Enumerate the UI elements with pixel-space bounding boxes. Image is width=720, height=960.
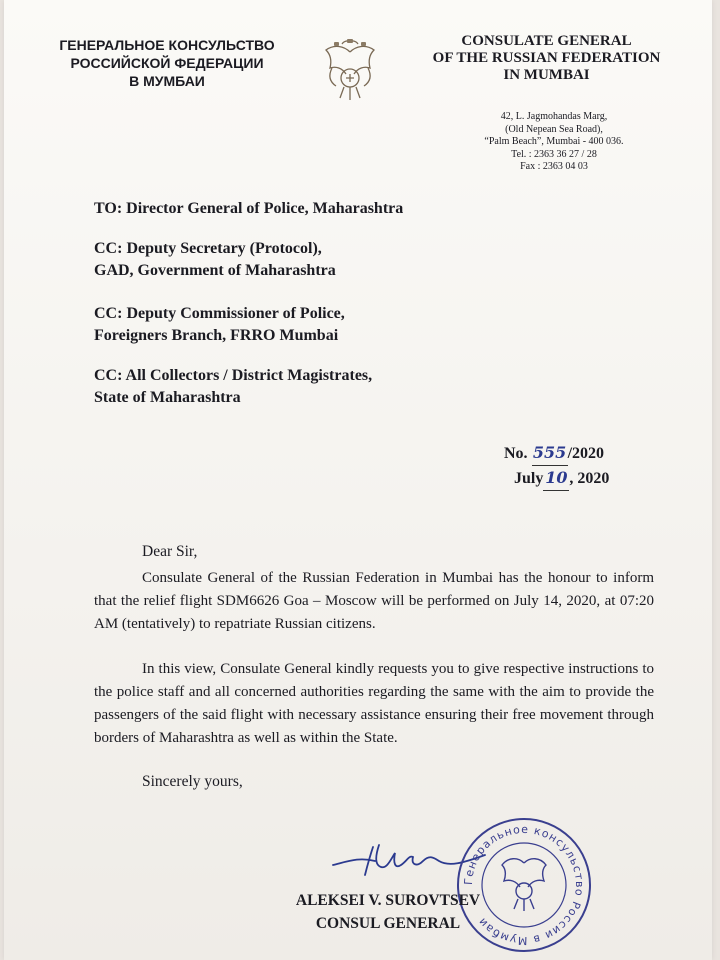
address-line: “Palm Beach”, Mumbai - 400 036.	[484, 136, 624, 147]
reference-block	[504, 441, 609, 491]
signatory-name: ALEKSEI V. SUROVTSEV	[295, 892, 481, 909]
header-ru-line: РОССИЙСКОЙ ФЕДЕРАЦИИ	[70, 55, 264, 71]
reference-date: July 10 , 2020	[504, 466, 609, 491]
header-en-line: IN MUMBAI	[503, 67, 590, 83]
signatory-title: CONSUL GENERAL	[315, 915, 461, 932]
signatory-block	[288, 889, 488, 935]
handwritten-day: 10	[543, 466, 569, 491]
header-russian	[32, 36, 302, 90]
double-headed-eagle-icon	[316, 38, 384, 102]
header-english	[414, 33, 679, 84]
letter-closing: Sincerely yours,	[142, 773, 243, 790]
handwritten-number: 555	[532, 441, 568, 466]
header-en-line: OF THE RUSSIAN FEDERATION	[432, 50, 661, 66]
address-telephone: Tel. : 2363 36 27 / 28	[511, 148, 597, 160]
svg-text:Генеральное консульство России: Генеральное консульство России в Мумбаи	[461, 822, 587, 948]
letter-paragraph-1: Consulate General of the Russian Federation in Mumbai has the honour to inform that the relief flight SDM6626 Goa – Moscow will be performed on July 14, 2020, at 07:20 AM (tentatively) to repatriate Russian citizens.	[94, 570, 654, 632]
address-line: 42, L. Jagmohandas Marg,	[500, 111, 608, 122]
letter-greeting: Dear Sir,	[142, 543, 198, 560]
consulate-address	[444, 111, 664, 174]
header-ru-line: В МУМБАИ	[129, 73, 205, 89]
reference-number: No. 555/2020	[504, 441, 609, 466]
recipient-to: TO: Director General of Police, Maharashtra	[94, 200, 404, 217]
letter-paragraph-2: In this view, Consulate General kindly requests you to give respective instructions to the police staff and all concerned authorities regarding the same with the aim to provide the passengers of the said flight with necessary assistance ensuring their free movement through borders of Maharashtra as well as within the State.	[94, 661, 654, 746]
recipient-cc-1: CC: Deputy Secretary (Protocol), GAD, Government of Maharashtra	[94, 240, 336, 279]
letter-page	[4, 0, 712, 960]
header-ru-line: ГЕНЕРАЛЬНОЕ КОНСУЛЬСТВО	[59, 37, 275, 53]
recipient-cc-2: CC: Deputy Commissioner of Police, Foreigners Branch, FRRO Mumbai	[94, 305, 345, 344]
address-fax: Fax : 2363 04 03	[520, 161, 588, 172]
recipient-cc-3: CC: All Collectors / District Magistrates, State of Maharashtra	[94, 367, 373, 406]
header-en-line: CONSULATE GENERAL	[461, 33, 632, 49]
address-line: (Old Nepean Sea Road),	[505, 123, 603, 135]
